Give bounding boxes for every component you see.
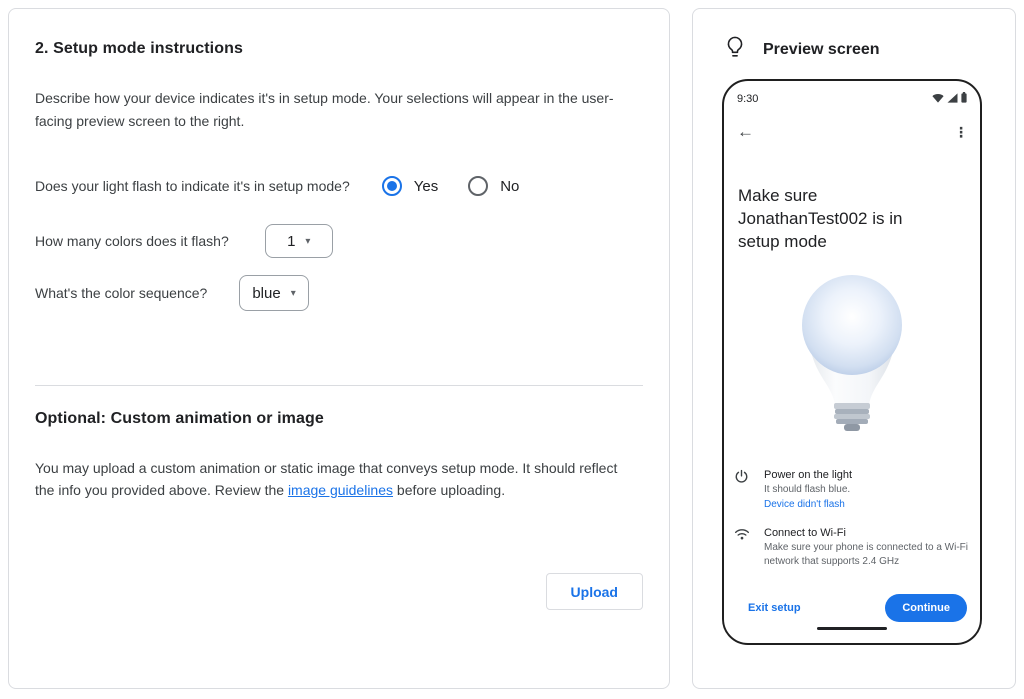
radio-yes-icon[interactable] [382,176,402,196]
light-bulb-image [790,273,914,438]
preview-title: Preview screen [763,40,880,58]
sequence-question-label: What's the color sequence? [35,285,208,301]
color-sequence-value: blue [252,284,281,302]
radio-option-no[interactable] [468,176,519,196]
flash-radio-group [382,176,520,196]
upload-button[interactable]: Upload [546,573,643,610]
status-icons [932,90,967,108]
radio-yes-label: Yes [413,177,439,195]
optional-desc-before: You may upload a custom animation or static image that conveys setup mode. It should reflect the info you provided above. Review the [35,460,618,498]
section-description: Describe how your device indicates it's in setup mode. Your selections will appear in the user-facing preview screen to the right. [35,90,614,129]
device-didnt-flash-link[interactable]: Device didn't flash [764,499,845,510]
step-power-subtitle: It should flash blue. [764,484,851,495]
color-sequence-select[interactable] [239,275,308,311]
continue-button[interactable]: Continue [885,594,967,622]
setup-instructions-card [8,8,670,689]
phone-footer [748,594,967,622]
optional-section-description [35,457,619,501]
step-power-on [734,468,970,512]
optional-desc-after: before uploading. [393,482,506,498]
step-wifi-subtitle: Make sure your phone is connected to a Wi-Fi network that supports 2.4 GHz [764,542,968,567]
wifi-status-icon [932,90,944,108]
step-power-text [764,468,852,512]
section-title: 2. Setup mode instructions [35,40,243,57]
optional-section-title: Optional: Custom animation or image [35,410,324,427]
image-guidelines-link[interactable]: image guidelines [287,482,394,498]
preview-screen-card [692,8,1016,689]
radio-no-icon[interactable] [468,176,488,196]
exit-setup-link[interactable]: Exit setup [748,602,801,614]
phone-app-bar [737,123,968,140]
step-wifi-title: Connect to Wi-Fi [764,527,846,539]
preview-header [724,35,880,64]
colors-question-row [35,224,643,258]
radio-option-yes[interactable] [382,176,438,196]
chevron-down-icon: ▾ [290,288,296,299]
lightbulb-icon [724,35,746,64]
sequence-question-row [35,275,643,311]
signal-status-icon [947,90,958,108]
phone-heading: Make sure JonathanTest002 is in setup mode [738,186,903,251]
phone-status-bar [737,90,967,108]
wifi-icon [734,526,752,546]
section-divider [35,385,643,386]
step-power-title: Power on the light [764,469,853,481]
phone-preview-frame [722,79,982,645]
flash-question-label: Does your light flash to indicate it's in setup mode? [35,178,350,194]
chevron-down-icon: ▾ [305,236,311,247]
colors-count-select[interactable] [265,224,333,258]
status-time: 9:30 [737,93,759,105]
colors-question-label: How many colors does it flash? [35,233,229,249]
home-gesture-bar[interactable] [817,627,887,630]
overflow-menu-icon[interactable]: ⋮ [954,123,968,140]
battery-status-icon [961,90,967,108]
step-connect-wifi [734,526,970,569]
step-wifi-text [764,526,970,569]
flash-question-row [35,169,643,203]
radio-no-label: No [500,177,520,195]
back-arrow-icon[interactable]: ← [737,122,754,141]
colors-count-value: 1 [287,232,296,250]
power-icon [734,468,752,489]
